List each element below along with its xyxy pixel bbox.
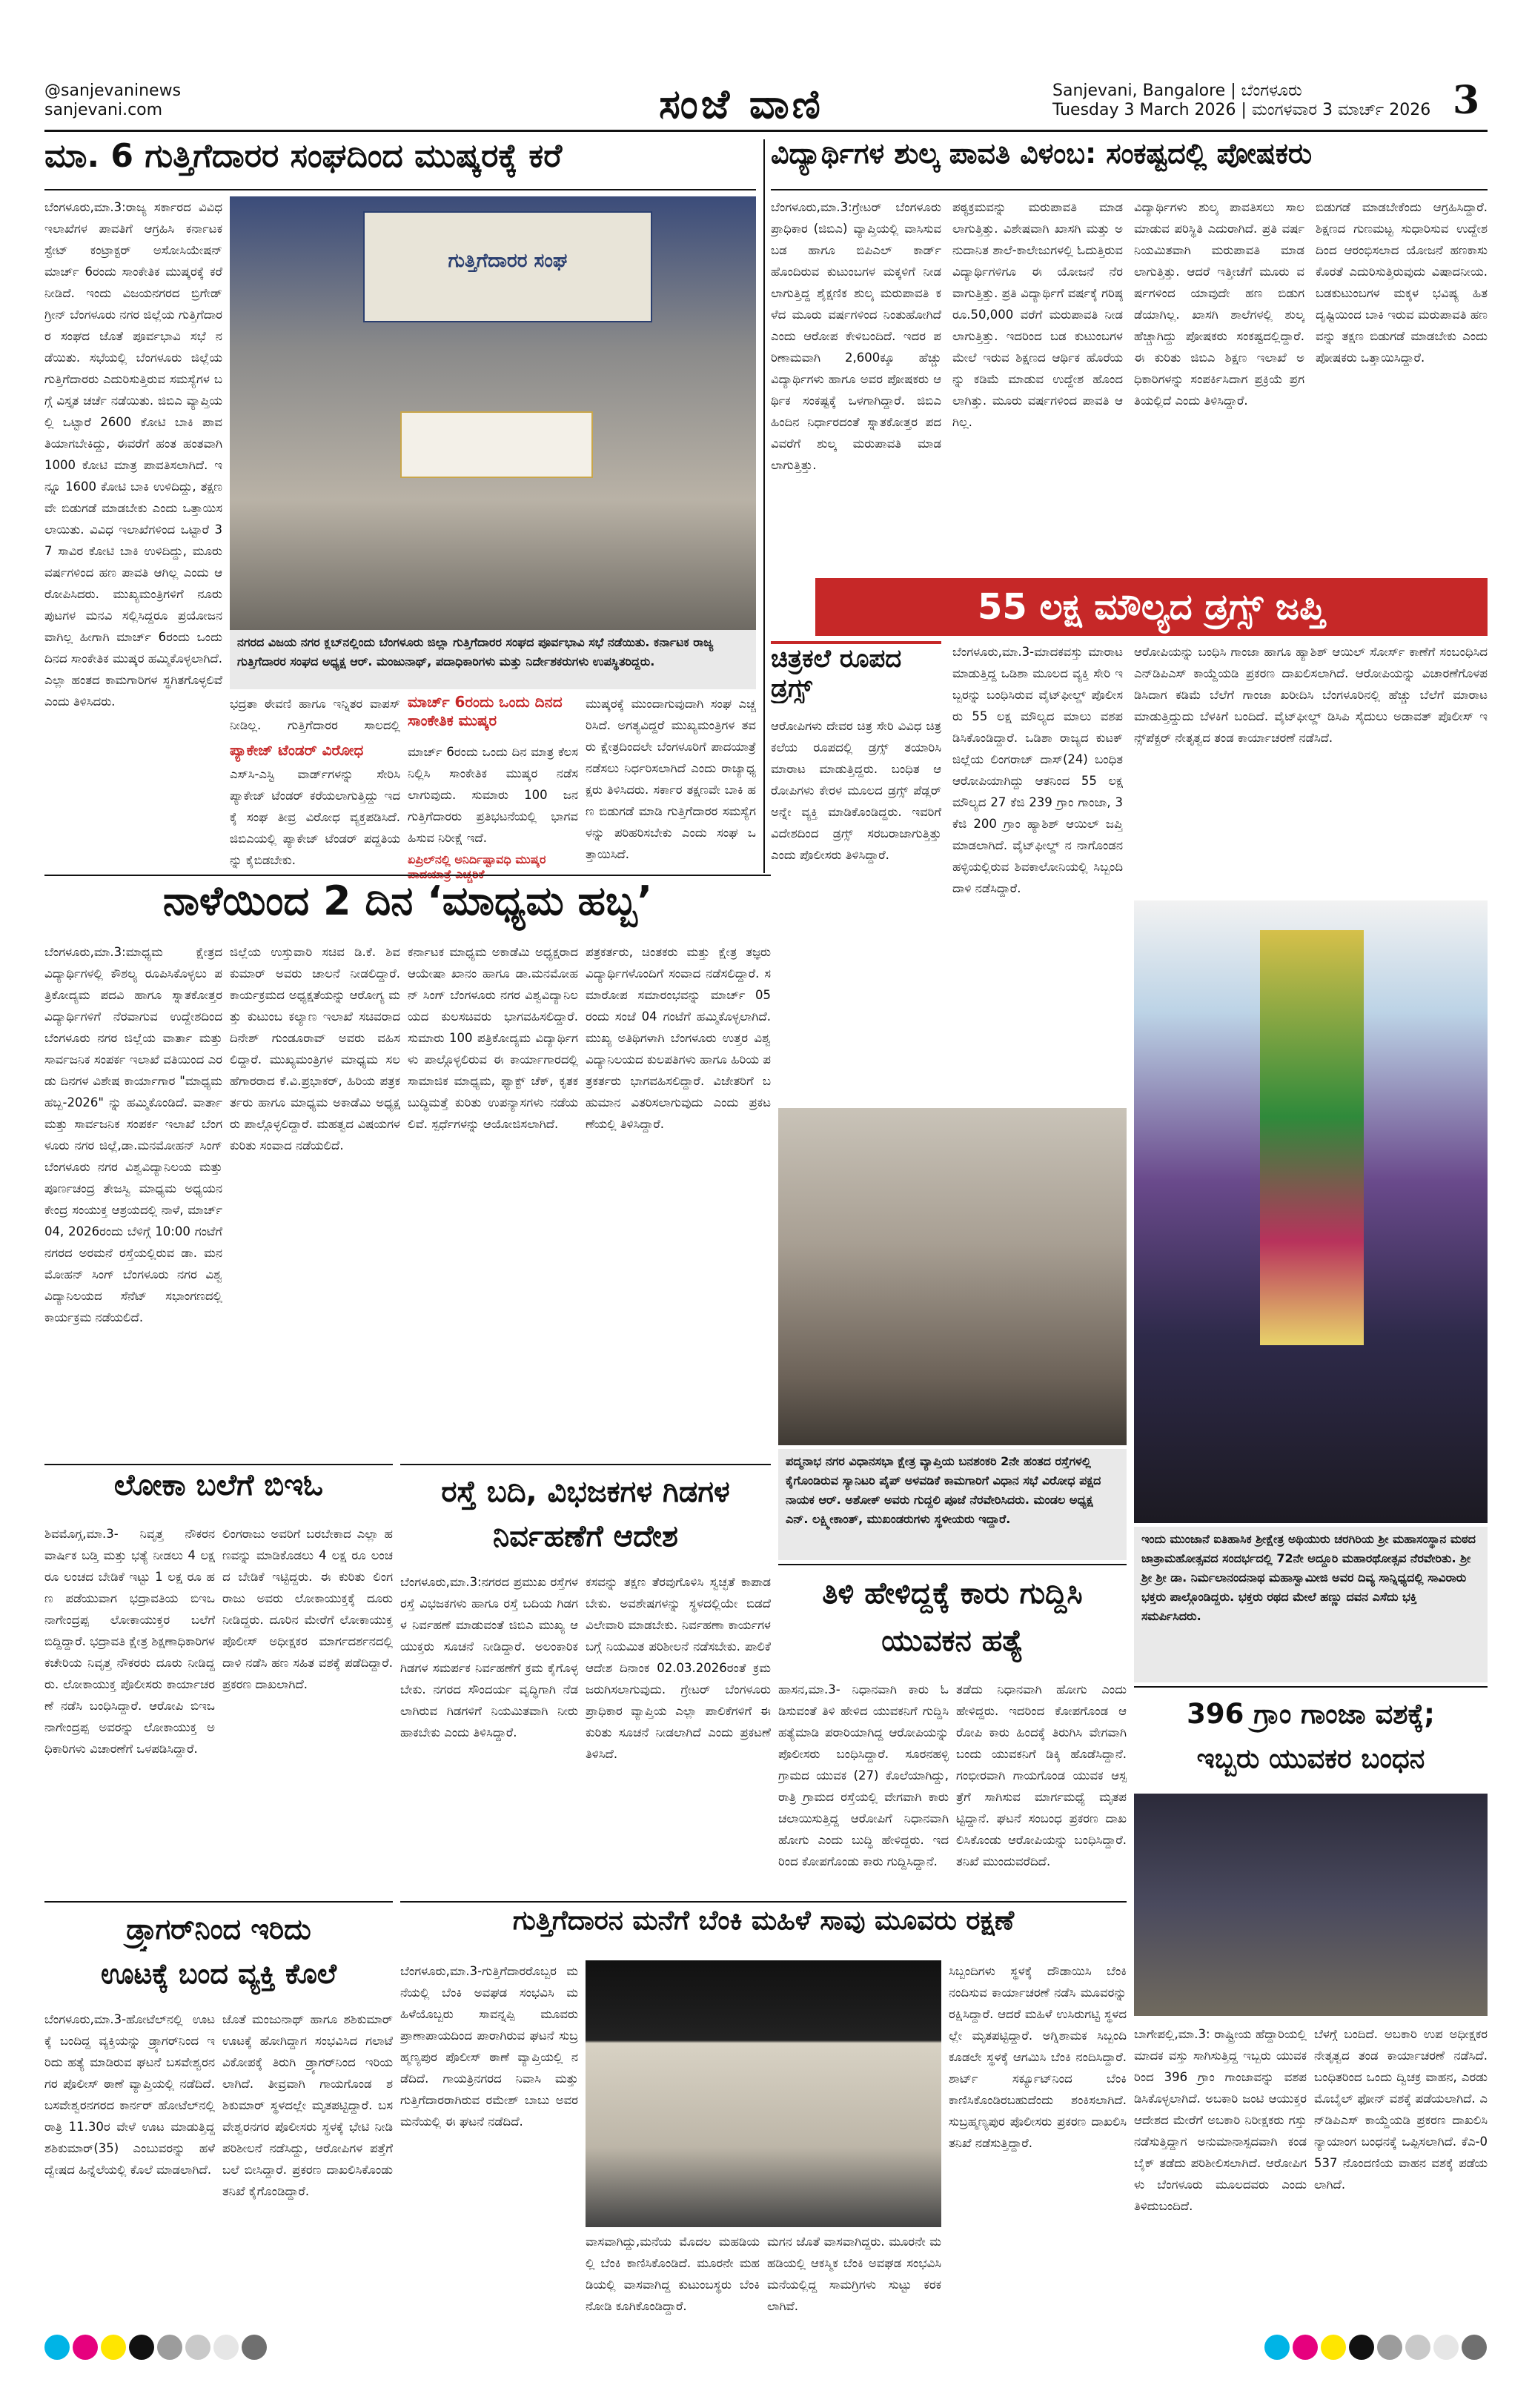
article1-photo (230, 196, 756, 630)
color-swatch (1264, 2335, 1290, 2360)
color-swatch (185, 2335, 210, 2360)
article2-col4: ಬಿಡುಗಡೆ ಮಾಡಬೇಕೆಂದು ಆಗ್ರಹಿಸಿದ್ದಾರೆ. ಶಿಕ್ಷಣದ ಗುಣಮಟ್ಟ ಸುಧಾರಿಸುವ ಉದ್ದೇಶದಿಂದ ಆರಂಭಿಸಲಾದ ಯೋಜನೆ ಹಣಕಾಸು ಕೊರತೆ ಎದುರಿಸುತ್ತಿರುವುದು ವಿಷಾದನೀಯ. ಬಡಕುಟುಂಬಗಳ ಮಕ್ಕಳ ಭವಿಷ್ಯ ಹಿತದೃಷ್ಟಿಯಿಂದ ಬಾಕಿ ಇರುವ ಮರುಪಾವತಿ ಹಣವನ್ನು ತಕ್ಷಣ ಬಿಡುಗಡೆ ಮಾಡಬೇಕು ಎಂದು ಪೋಷಕರು ಒತ್ತಾಯಿಸಿದ್ದಾರೆ. (1316, 200, 1488, 365)
divider (400, 1464, 771, 1465)
article1-headline: ಮಾ. 6 ಗುತ್ತಿಗೆದಾರರ ಸಂಘದಿಂದ ಮುಷ್ಕರಕ್ಕೆ ಕರೆ (44, 139, 563, 175)
article4-col4: ಪತ್ರಕರ್ತರು, ಚಿಂತಕರು ಮತ್ತು ಕ್ಷೇತ್ರ ತಜ್ಞರು ವಿದ್ಯಾರ್ಥಿಗಳೊಂದಿಗೆ ಸಂವಾದ ನಡೆಸಲಿದ್ದಾರೆ. ಸಮಾರೋಪ ಸಮಾರಂಭವನ್ನು ಮಾರ್ಚ್ 05 ರಂದು ಸಂಜೆ 04 ಗಂಟೆಗೆ ಹಮ್ಮಿಕೊಳ್ಳಲಾಗಿದೆ. ಮುಖ್ಯ ಅತಿಥಿಗಳಾಗಿ ಬೆಂಗಳೂರು ಉತ್ತರ ವಿಶ್ವವಿದ್ಯಾನಿಲಯದ ಕುಲಪತಿಗಳು ಹಾಗೂ ಹಿರಿಯ ಪತ್ರಕರ್ತರು ಭಾಗವಹಿಸಲಿದ್ದಾರೆ. ವಿಜೇತರಿಗೆ ಬಹುಮಾನ ವಿತರಿಸಲಾಗುವುದು ಎಂದು ಪ್ರಕಟಣೆಯಲ್ಲಿ ತಿಳಿಸಿದ್ದಾರೆ. (586, 945, 771, 1131)
social-handle: @sanjevaninews (44, 82, 182, 100)
article3-band: 55 ಲಕ್ಷ ಮೌಲ್ಯದ ಡ್ರಗ್ಸ್ ಜಪ್ತಿ (815, 578, 1488, 636)
article2-col3: ವಿದ್ಯಾರ್ಥಿಗಳು ಶುಲ್ಕ ಪಾವತಿಸಲು ಸಾಲ ಮಾಡುವ ಪರಿಸ್ಥಿತಿ ಎದುರಾಗಿದೆ. ಪ್ರತಿ ವರ್ಷ ನಿಯಮಿತವಾಗಿ ಮರುಪಾವತಿ ಮಾಡಲಾಗುತ್ತಿತ್ತು. ಆದರೆ ಇತ್ತೀಚೆಗೆ ಮೂರು ವರ್ಷಗಳಿಂದ ಯಾವುದೇ ಹಣ ಬಿಡುಗಡೆಯಾಗಿಲ್ಲ. ಖಾಸಗಿ ಶಾಲೆಗಳಲ್ಲಿ ಶುಲ್ಕ ಹೆಚ್ಚಾಗಿದ್ದು ಪೋಷಕರು ಸಂಕಷ್ಟದಲ್ಲಿದ್ದಾರೆ. ಈ ಕುರಿತು ಜಿಬಿಎ ಶಿಕ್ಷಣ ಇಲಾಖೆ ಅಧಿಕಾರಿಗಳನ್ನು ಸಂಪರ್ಕಿಸಿದಾಗ ಪ್ರಕ್ರಿಯೆ ಪ್ರಗತಿಯಲ್ಲಿದೆ ಎಂದು ತಿಳಿಸಿದ್ದಾರೆ. (1134, 200, 1304, 408)
article10-photo (1134, 1794, 1488, 2016)
color-swatch (242, 2335, 267, 2360)
article8-headline: ರಸ್ತೆ ಬದಿ, ವಿಭಜಕಗಳ ಗಿಡಗಳ ನಿರ್ವಹಣೆಗೆ ಆದೇಶ (441, 1475, 730, 1553)
article8-headline-box (400, 1470, 771, 1566)
memento-plaque (400, 411, 593, 478)
color-swatch (1293, 2335, 1318, 2360)
article11-headline-line2: ಊಟಕ್ಕೆ ಬಂದ ವ್ಯಕ್ತಿ ಕೊಲೆ (100, 1957, 337, 1990)
article10-headline-box (1134, 1692, 1488, 1788)
article3-col1: ಆರೋಪಿಗಳು ದೇವರ ಚಿತ್ರ ಸೇರಿ ವಿವಿಧ ಚಿತ್ರಕಲೆಯ ರೂಪದಲ್ಲಿ ಡ್ರಗ್ಸ್ ತಯಾರಿಸಿ ಮಾರಾಟ ಮಾಡುತ್ತಿದ್ದರು. ಬಂಧಿತ ಆರೋಪಿಗಳು ಕೇರಳ ಮೂಲದ ಡ್ರಗ್ಸ್ ಪೆಡ್ಲರ್ ಅನ್ನೇ ವ್ಯಕ್ತಿ ಮಾಡಿಕೊಂಡಿದ್ದರು. ಇವರಿಗೆ ವಿದೇಶದಿಂದ ಡ್ರಗ್ಸ್ ಸರಬರಾಜಾಗುತ್ತಿತ್ತು ಎಂದು ಪೊಲೀಸರು ತಿಳಿಸಿದ್ದಾರೆ. (771, 719, 941, 862)
article9-col1: ಹಾಸನ,ಮಾ.3- ನಿಧಾನವಾಗಿ ಕಾರು ಓಡಿಸುವಂತೆ ತಿಳಿ ಹೇಳಿದ ಯುವಕನಿಗೆ ಗುದ್ದಿಸಿ ಹತ್ಯೆಮಾಡಿ ಪರಾರಿಯಾಗಿದ್ದ ಆರೋಪಿಯನ್ನು ಪೊಲೀಸರು ಬಂಧಿಸಿದ್ದಾರೆ. ಸೂರನಹಳ್ಳಿ ಗ್ರಾಮದ ಯುವಕ (27) ಕೊಲೆಯಾಗಿದ್ದು, ರಾತ್ರಿ ಗ್ರಾಮದ ರಸ್ತೆಯಲ್ಲಿ ವೇಗವಾಗಿ ಕಾರು ಚಲಾಯಿಸುತ್ತಿದ್ದ ಆರೋಪಿಗೆ ನಿಧಾನವಾಗಿ ಹೋಗು ಎಂದು ಬುದ್ಧಿ ಹೇಳಿದ್ದರು. ಇದರಿಂದ ಕೋಪಗೊಂಡು ಕಾರು ಗುದ್ದಿಸಿದ್ದಾನೆ. (778, 1682, 949, 1868)
article12-col2: ವಾಸವಾಗಿದ್ದು,ಮನೆಯ ಮೊದಲ ಮಹಡಿಯಲ್ಲಿ ಬೆಂಕಿ ಕಾಣಿಸಿಕೊಂಡಿದೆ. ಮೂರನೇ ಮಹಡಿಯಲ್ಲಿ ವಾಸವಾಗಿದ್ದ ಕುಟುಂಬಸ್ಥರು ಬೆಂಕಿ ನೋಡಿ ಕೂಗಿಕೊಂಡಿದ್ದಾರೆ. (586, 2235, 760, 2313)
article12-photo (586, 1960, 941, 2227)
article11-col2: ಜೊತೆ ಮಂಜುನಾಥ್ ಹಾಗೂ ಶಶಿಕುಮಾರ್ ಊಟಕ್ಕೆ ಹೋಗಿದ್ದಾಗ ಸಂಭವಿಸಿದ ಗಲಾಟೆ ವಿಕೋಪಕ್ಕೆ ತಿರುಗಿ ಡ್ರ್ಯಾಗರ್‌ನಿಂದ ಇರಿಯಲಾಗಿದೆ. ತೀವ್ರವಾಗಿ ಗಾಯಗೊಂಡ ಶಶಿಕುಮಾರ್ ಸ್ಥಳದಲ್ಲೇ ಮೃತಪಟ್ಟಿದ್ದಾರೆ. ಬಸವೇಶ್ವರನಗರ ಪೊಲೀಸರು ಸ್ಥಳಕ್ಕೆ ಭೇಟಿ ನೀಡಿ ಪರಿಶೀಲನೆ ನಡೆಸಿದ್ದು, ಆರೋಪಿಗಳ ಪತ್ತೆಗೆ ಬಲೆ ಬೀಸಿದ್ದಾರೆ. ಪ್ರಕರಣ ದಾಖಲಿಸಿಕೊಂಡು ತನಿಖೆ ಕೈಗೊಂಡಿದ್ದಾರೆ. (222, 2012, 393, 2198)
city: ಬೆಂಗಳೂರು (1241, 82, 1302, 100)
article1-col1: ಬೆಂಗಳೂರು,ಮಾ.3:ರಾಜ್ಯ ಸರ್ಕಾರದ ವಿವಿಧ ಇಲಾಖೆಗಳ ಪಾವತಿಗೆ ಆಗ್ರಹಿಸಿ ಕರ್ನಾಟಕ ಸ್ಟೇಟ್ ಕಂಟ್ರಾಕ್ಟರ್ ಅಸೋಸಿಯೇಷನ್ ಮಾರ್ಚ್ 6ರಂದು ಸಾಂಕೇತಿಕ ಮುಷ್ಕರಕ್ಕೆ ಕರೆ ನೀಡಿದೆ. ಇಂದು ವಿಜಯನಗರದ ಬ್ರಿಗೇಡ್ ಗ್ರೀನ್ ಬೆಂಗಳೂರು ನಗರ ಜಿಲ್ಲೆಯ ಗುತ್ತಿಗೆದಾರರ ಸಂಘದ ಜೊತೆ ಪೂರ್ವಭಾವಿ ಸಭೆ ನಡೆಯಿತು. ಸಭೆಯಲ್ಲಿ ಬೆಂಗಳೂರು ಜಿಲ್ಲೆಯ ಗುತ್ತಿಗೆದಾರರು ಎದುರಿಸುತ್ತಿರುವ ಸಮಸ್ಯೆಗಳ ಬಗ್ಗೆ ವಿಸ್ತೃತ ಚರ್ಚೆ ನಡೆಯಿತು. ಜಿಬಿಎ ವ್ಯಾಪ್ತಿಯಲ್ಲಿ ಒಟ್ಟಾರೆ 2600 ಕೋಟಿ ಬಾಕಿ ಪಾವತಿಯಾಗಬೇಕಿದ್ದು, ಈವರೆಗೆ ಹಂತ ಹಂತವಾಗಿ 1000 ಕೋಟಿ ಮಾತ್ರ ಪಾವತಿಸಲಾಗಿದೆ. ಇನ್ನೂ 1600 ಕೋಟಿ ಬಾಕಿ ಉಳಿದಿದ್ದು, ತಕ್ಷಣವೇ ಬಿಡುಗಡೆ ಮಾಡಬೇಕು ಎಂದು ಒತ್ತಾಯಿಸಲಾಯಿತು. ವಿವಿಧ ಇಲಾಖೆಗಳಿಂದ ಒಟ್ಟಾರೆ 37 ಸಾವಿರ ಕೋಟಿ ಬಾಕಿ ಉಳಿದಿದ್ದು, ಮೂರು ವರ್ಷಗಳಿಂದ ಹಣ ಪಾವತಿ ಆಗಿಲ್ಲ ಎಂದು ಆರೋಪಿಸಿದರು. ಮುಖ್ಯಮಂತ್ರಿಗಳಿಗೆ ನೂರು ಪುಟಗಳ ಮನವಿ ಸಲ್ಲಿಸಿದ್ದರೂ ಪ್ರಯೋಜನವಾಗಿಲ್ಲ ಹೀಗಾಗಿ ಮಾರ್ಚ್ 6ರಂದು ಒಂದು ದಿನದ ಸಾಂಕೇತಿಕ ಮುಷ್ಕರ ಹಮ್ಮಿಕೊಳ್ಳಲಾಗಿದೆ. ಎಲ್ಲಾ ಹಂತದ ಕಾಮಗಾರಿಗಳ ಸ್ಥಗಿತಗೊಳ್ಳಲಿವೆ ಎಂದು ತಿಳಿಸಿದರು. (44, 200, 222, 709)
edition: Sanjevani, Bangalore | (1052, 82, 1236, 100)
article4-headline: ನಾಳೆಯಿಂದ 2 ದಿನ ‘ಮಾಧ್ಯಮ ಹಬ್ಬ’ (162, 880, 653, 924)
color-swatch (44, 2335, 70, 2360)
divider (44, 189, 756, 190)
color-bar-left (44, 2335, 341, 2364)
article1-col5: ಮುಷ್ಕರಕ್ಕೆ ಮುಂದಾಗುವುದಾಗಿ ಸಂಘ ಎಚ್ಚರಿಸಿದೆ. ಅಗತ್ಯವಿದ್ದರೆ ಮುಖ್ಯಮಂತ್ರಿಗಳ ತವರು ಕ್ಷೇತ್ರದಿಂದಲೇ ಬೆಂಗಳೂರಿಗೆ ಪಾದಯಾತ್ರೆ ನಡೆಸಲು ನಿರ್ಧರಿಸಲಾಗಿದೆ ಎಂದು ರಾಜ್ಯಾಧ್ಯಕ್ಷರು ತಿಳಿಸಿದರು. ಸರ್ಕಾರ ತಕ್ಷಣವೇ ಬಾಕಿ ಹಣ ಬಿಡುಗಡೆ ಮಾಡಿ ಗುತ್ತಿಗೆದಾರರ ಸಮಸ್ಯೆಗಳನ್ನು ಪರಿಹರಿಸಬೇಕು ಎಂದು ಸಂಘ ಒತ್ತಾಯಿಸಿದೆ. (586, 697, 756, 861)
color-swatch (1377, 2335, 1402, 2360)
newspaper-logo (534, 74, 949, 133)
color-swatch (213, 2335, 239, 2360)
column-rule (763, 139, 765, 873)
article10-headline-line2: ಇಬ್ಬರು ಯುವಕರ ಬಂಧನ (1196, 1742, 1425, 1774)
color-swatch (1433, 2335, 1459, 2360)
article3-col3: ಆರೋಪಿಯನ್ನು ಬಂಧಿಸಿ ಗಾಂಜಾ ಹಾಗೂ ಹ್ಯಾಶಿಶ್ ಆಯಿಲ್ ಸೋರ್ಸ್ ಕಾಣೆಗೆ ಸಂಬಂಧಿಸಿದ ಎನ್‌ಡಿಪಿಎಸ್ ಕಾಯ್ದೆಯಡಿ ಪ್ರಕರಣ ದಾಖಲಿಸಲಾಗಿದೆ. ಆರೋಪಿಯನ್ನು ವಿಚಾರಣೆಗೊಳಪಡಿಸಿದಾಗ ಕಡಿಮೆ ಬೆಲೆಗೆ ಗಾಂಜಾ ಖರೀದಿಸಿ ಬೆಂಗಳೂರಿನಲ್ಲಿ ಹೆಚ್ಚು ಬೆಲೆಗೆ ಮಾರಾಟ ಮಾಡುತ್ತಿದ್ದುದು ಬೆಳಕಿಗೆ ಬಂದಿದೆ. ವೈಟ್‌ಫೀಲ್ಡ್ ಡಿಸಿಪಿ ಸೈದುಲು ಅಡಾವತ್ ಪೊಲೀಸ್ ಇನ್ಸ್‌ಪೆಕ್ಟರ್ ನೇತೃತ್ವದ ತಂಡ ಕಾರ್ಯಾಚರಣೆ ನಡೆಸಿದೆ. (1134, 645, 1488, 745)
article7-col2: ಲಿಂಗರಾಜು ಅವರಿಗೆ ಬರಬೇಕಾದ ಎಲ್ಲಾ ಹಣವನ್ನು ಮಾಡಿಕೊಡಲು 4 ಲಕ್ಷ ರೂ ಲಂಚದ ಬೇಡಿಕೆ ಇಟ್ಟಿದ್ದರು. ಈ ಕುರಿತು ಲಿಂಗರಾಜು ಅವರು ಲೋಕಾಯುಕ್ತಕ್ಕೆ ದೂರು ನೀಡಿದ್ದರು. ದೂರಿನ ಮೇರೆಗೆ ಲೋಕಾಯುಕ್ತ ಪೊಲೀಸ್ ಅಧೀಕ್ಷಕರ ಮಾರ್ಗದರ್ಶನದಲ್ಲಿ ದಾಳಿ ನಡೆಸಿ ಹಣ ಸಹಿತ ವಶಕ್ಕೆ ಪಡೆದಿದ್ದಾರೆ. ಪ್ರಕರಣ ದಾಖಲಾಗಿದೆ. (222, 1527, 393, 1691)
article12-headline: ಗುತ್ತಿಗೆದಾರನ ಮನೆಗೆ ಬೆಂಕಿ ಮಹಿಳೆ ಸಾವು ಮೂವರು ರಕ್ಷಣೆ (512, 1907, 1015, 1936)
logo-text: ಸಂಜೆ ವಾಣಿ (659, 79, 823, 127)
article1-caption: ನಗರದ ವಿಜಯ ನಗರ ಕ್ಲಬ್‌ನಲ್ಲಿಂದು ಬೆಂಗಳೂರು ಜಿಲ್ಲಾ ಗುತ್ತಿಗೆದಾರರ ಸಂಘದ ಪೂರ್ವಭಾವಿ ಸಭೆ ನಡೆಯಿತು. ಕರ್ನಾಟಕ ರಾಜ್ಯ ಗುತ್ತಿಗೆದಾರರ ಸಂಘದ ಅಧ್ಯಕ್ಷ ಆರ್. ಮಂಜುನಾಥ್, ಪದಾಧಿಕಾರಿಗಳು ಮತ್ತು ನಿರ್ದೇಶಕರುಗಳು ಉಪಸ್ಥಿತರಿದ್ದರು. (230, 630, 756, 689)
article8-col1: ಬೆಂಗಳೂರು,ಮಾ.3:ನಗರದ ಪ್ರಮುಖ ರಸ್ತೆಗಳ ರಸ್ತೆ ವಿಭಜಕಗಳು ಹಾಗೂ ರಸ್ತೆ ಬದಿಯ ಗಿಡಗಳ ನಿರ್ವಹಣೆ ಮಾಡುವಂತೆ ಜಿಬಿಎ ಮುಖ್ಯ ಆಯುಕ್ತರು ಸೂಚನೆ ನೀಡಿದ್ದಾರೆ. ಅಲಂಕಾರಿಕ ಗಿಡಗಳ ಸಮರ್ಪಕ ನಿರ್ವಹಣೆಗೆ ಕ್ರಮ ಕೈಗೊಳ್ಳಬೇಕು. ನಗರದ ಸೌಂದರ್ಯ ವೃದ್ಧಿಗಾಗಿ ನೆಡಲಾಗಿರುವ ಗಿಡಗಳಿಗೆ ನಿಯಮಿತವಾಗಿ ನೀರು ಹಾಕಬೇಕು ಎಂದು ತಿಳಿಸಿದ್ದಾರೆ. (400, 1575, 578, 1739)
date-kn: ಮಂಗಳವಾರ 3 ಮಾರ್ಚ್ 2026 (1251, 101, 1431, 119)
color-swatch (1462, 2335, 1487, 2360)
article1-subhead1: ಮಾರ್ಚ್ 6ರಂದು ಒಂದು ದಿನದ ಸಾಂಕೇತಿಕ ಮುಷ್ಕರ (408, 693, 563, 729)
article3-kicker: ಚಿತ್ರಕಲೆ ರೂಪದ ಡ್ರಗ್ಸ್ (771, 644, 902, 703)
color-swatch (73, 2335, 98, 2360)
website: sanjevani.com (44, 101, 163, 119)
masthead-left (44, 82, 181, 120)
article1-col3: ಮಾರ್ಚ್ 6ರಂದು ಒಂದು ದಿನ ಮಾತ್ರ ಕೆಲಸ ನಿಲ್ಲಿಸಿ ಸಾಂಕೇತಿಕ ಮುಷ್ಕರ ನಡೆಸಲಾಗುವುದು. ಸುಮಾರು 100 ಜನ ಗುತ್ತಿಗೆದಾರರು ಪ್ರತಿಭಟನೆಯಲ್ಲಿ ಭಾಗವಹಿಸುವ ನಿರೀಕ್ಷೆ ಇದೆ. (408, 745, 578, 845)
article10-headline-line1: 396 ಗ್ರಾಂ ಗಾಂಜಾ ವಶಕ್ಕೆ; (1187, 1698, 1435, 1730)
article3-col2: ಬೆಂಗಳೂರು,ಮಾ.3-ಮಾದಕವಸ್ತು ಮಾರಾಟ ಮಾಡುತ್ತಿದ್ದ ಒಡಿಶಾ ಮೂಲದ ವ್ಯಕ್ತಿ ಸೇರಿ ಇಬ್ಬರನ್ನು ಬಂಧಿಸಿರುವ ವೈಟ್‌ಫೀಲ್ಡ್ ಪೊಲೀಸರು 55 ಲಕ್ಷ ಮೌಲ್ಯದ ಮಾಲು ವಶಪಡಿಸಿಕೊಂಡಿದ್ದಾರೆ. ಒಡಿಶಾ ರಾಜ್ಯದ ಕುಟಕ್ ಜಿಲ್ಲೆಯ ಲಿಂಗರಾಜ್ ದಾಸ್(24) ಬಂಧಿತ ಆರೋಪಿಯಾಗಿದ್ದು ಆತನಿಂದ 55 ಲಕ್ಷ ಮೌಲ್ಯದ 27 ಕೆಜಿ 239 ಗ್ರಾಂ ಗಾಂಜಾ, 3 ಕೆಜಿ 200 ಗ್ರಾಂ ಹ್ಯಾಶಿಶ್ ಆಯಿಲ್ ಜಪ್ತಿ ಮಾಡಲಾಗಿದೆ. ವೈಟ್‌ಫೀಲ್ಡ್ ನ ನಾಗೊಂಡನಹಳ್ಳಿಯಲ್ಲಿರುವ ಶಿವಕಾಲೋನಿಯಲ್ಲಿ ಸಿಬ್ಬಂದಿ ದಾಳಿ ನಡೆಸಿದ್ದಾರೆ. (952, 645, 1123, 895)
color-swatch (1349, 2335, 1374, 2360)
masthead-rule (44, 130, 1488, 132)
article1-col2: ಭದ್ರತಾ ಠೇವಣಿ ಹಾಗೂ ಇನ್ನಿತರ ವಾಪಸ್ ನೀಡಿಲ್ಲ. ಗುತ್ತಿಗೆದಾರರ ಸಾಲದಲ್ಲಿ (230, 697, 400, 732)
divider (1134, 1686, 1488, 1688)
divider (771, 189, 1488, 190)
article5-photo (778, 1108, 1127, 1445)
color-bar-right (1245, 2335, 1490, 2364)
article1-subhead3: ಏಪ್ರಿಲ್‌ನಲ್ಲಿ ಅನಿರ್ದಿಷ್ಟಾವಧಿ ಮುಷ್ಕರ (408, 852, 546, 866)
divider (44, 875, 771, 876)
color-swatch (1405, 2335, 1430, 2360)
article9-headline-box (778, 1570, 1127, 1674)
article12-col1: ಬೆಂಗಳೂರು,ಮಾ.3-ಗುತ್ತಿಗೆದಾರರೊಬ್ಬರ ಮನೆಯಲ್ಲಿ ಬೆಂಕಿ ಅವಘಡ ಸಂಭವಿಸಿ ಮಹಿಳೆಯೊಬ್ಬರು ಸಾವನ್ನಪ್ಪಿ ಮೂವರು ಪ್ರಾಣಾಪಾಯದಿಂದ ಪಾರಾಗಿರುವ ಘಟನೆ ಸುಬ್ರಹ್ಮಣ್ಯಪುರ ಪೊಲೀಸ್ ಠಾಣೆ ವ್ಯಾಪ್ತಿಯಲ್ಲಿ ನಡೆದಿದೆ. ಗಾಯತ್ರಿನಗರದ ನಿವಾಸಿ ಮತ್ತು ಗುತ್ತಿಗೆದಾರರಾಗಿರುವ ರಮೇಶ್ ಬಾಬು ಅವರ ಮನೆಯಲ್ಲಿ ಈ ಘಟನೆ ನಡೆದಿದೆ. (400, 1964, 578, 2129)
article2-col2: ಪಠ್ಯಕ್ರಮವನ್ನು ಮರುಪಾವತಿ ಮಾಡಲಾಗುತ್ತಿತ್ತು. ವಿಶೇಷವಾಗಿ ಖಾಸಗಿ ಮತ್ತು ಅನುದಾನಿತ ಶಾಲೆ-ಕಾಲೇಜುಗಳಲ್ಲಿ ಓದುತ್ತಿರುವ ವಿದ್ಯಾರ್ಥಿಗಳಿಗೂ ಈ ಯೋಜನೆ ನೆರವಾಗುತ್ತಿತ್ತು. ಪ್ರತಿ ವಿದ್ಯಾರ್ಥಿಗೆ ವರ್ಷಕ್ಕೆ ಗರಿಷ್ಠ ರೂ.50,000 ವರೆಗೆ ಮರುಪಾವತಿ ನೀಡಲಾಗುತ್ತಿತ್ತು. ಇದರಿಂದ ಬಡ ಕುಟುಂಬಗಳ ಮೇಲೆ ಇರುವ ಶಿಕ್ಷಣದ ಆರ್ಥಿಕ ಹೊರೆಯನ್ನು ಕಡಿಮೆ ಮಾಡುವ ಉದ್ದೇಶ ಹೊಂದಲಾಗಿತ್ತು. ಮೂರು ವರ್ಷಗಳಿಂದ ಪಾವತಿ ಆಗಿಲ್ಲ. (952, 200, 1123, 429)
article4-col2: ಜಿಲ್ಲೆಯ ಉಸ್ತುವಾರಿ ಸಚಿವ ಡಿ.ಕೆ. ಶಿವಕುಮಾರ್ ಅವರು ಚಾಲನೆ ನೀಡಲಿದ್ದಾರೆ. ಕಾರ್ಯಕ್ರಮದ ಅಧ್ಯಕ್ಷತೆಯನ್ನು ಆರೋಗ್ಯ ಮತ್ತು ಕುಟುಂಬ ಕಲ್ಯಾಣ ಇಲಾಖೆ ಸಚಿವರಾದ ದಿನೇಶ್ ಗುಂಡೂರಾವ್ ಅವರು ವಹಿಸಲಿದ್ದಾರೆ. ಮುಖ್ಯಮಂತ್ರಿಗಳ ಮಾಧ್ಯಮ ಸಲಹೆಗಾರರಾದ ಕೆ.ವಿ.ಪ್ರಭಾಕರ್, ಹಿರಿಯ ಪತ್ರಕರ್ತರು ಹಾಗೂ ಮಾಧ್ಯಮ ಅಕಾಡೆಮಿ ಅಧ್ಯಕ್ಷರು ಪಾಲ್ಗೊಳ್ಳಲಿದ್ದಾರೆ. ಮಹತ್ವದ ವಿಷಯಗಳ ಕುರಿತು ಸಂವಾದ ನಡೆಯಲಿದೆ. (230, 945, 400, 1152)
page-number: 3 (1453, 78, 1480, 123)
article4-col1: ಬೆಂಗಳೂರು,ಮಾ.3:ಮಾಧ್ಯಮ ಕ್ಷೇತ್ರದ ವಿದ್ಯಾರ್ಥಿಗಳಲ್ಲಿ ಕೌಶಲ್ಯ ರೂಪಿಸಿಕೊಳ್ಳಲು ಪತ್ರಿಕೋದ್ಯಮ ಪದವಿ ಹಾಗೂ ಸ್ನಾತಕೋತ್ತರ ವಿದ್ಯಾರ್ಥಿಗಳಿಗೆ ನೆರವಾಗುವ ಉದ್ದೇಶದಿಂದ ಬೆಂಗಳೂರು ನಗರ ಜಿಲ್ಲೆಯ ವಾರ್ತಾ ಮತ್ತು ಸಾರ್ವಜನಿಕ ಸಂಪರ್ಕ ಇಲಾಖೆ ವತಿಯಿಂದ ಎರಡು ದಿನಗಳ ವಿಶೇಷ ಕಾರ್ಯಾಗಾರ "ಮಾಧ್ಯಮ ಹಬ್ಬ-2026" ನ್ನು ಹಮ್ಮಿಕೊಂಡಿದೆ. ವಾರ್ತಾ ಮತ್ತು ಸಾರ್ವಜನಿಕ ಸಂಪರ್ಕ ಇಲಾಖೆ ಬೆಂಗಳೂರು ನಗರ ಜಿಲ್ಲೆ,ಡಾ.ಮನಮೋಹನ್ ಸಿಂಗ್ ಬೆಂಗಳೂರು ನಗರ ವಿಶ್ವವಿದ್ಯಾನಿಲಯ ಮತ್ತು ಪೂರ್ಣಚಂದ್ರ ತೇಜಸ್ವಿ ಮಾಧ್ಯಮ ಅಧ್ಯಯನ ಕೇಂದ್ರ ಸಂಯುಕ್ತ ಆಶ್ರಯದಲ್ಲಿ ನಾಳೆ, ಮಾರ್ಚ್ 04, 2026ರಂದು ಬೆಳಿಗ್ಗೆ 10:00 ಗಂಟೆಗೆ ನಗರದ ಅರಮನೆ ರಸ್ತೆಯಲ್ಲಿರುವ ಡಾ. ಮನಮೋಹನ್ ಸಿಂಗ್ ಬೆಂಗಳೂರು ನಗರ ವಿಶ್ವವಿದ್ಯಾನಿಲಯದ ಸೆನೆಟ್ ಸಭಾಂಗಣದಲ್ಲಿ ಕಾರ್ಯಕ್ರಮ ನಡೆಯಲಿದೆ. (44, 945, 222, 1324)
article9-col2: ತಡೆದು ನಿಧಾನವಾಗಿ ಹೋಗು ಎಂದು ಹೇಳಿದ್ದರು. ಇದರಿಂದ ಕೋಪಗೊಂಡ ಆರೋಪಿ ಕಾರು ಹಿಂದಕ್ಕೆ ತಿರುಗಿಸಿ ವೇಗವಾಗಿ ಬಂದು ಯುವಕನಿಗೆ ಡಿಕ್ಕಿ ಹೊಡೆಸಿದ್ದಾನೆ. ಗಂಭೀರವಾಗಿ ಗಾಯಗೊಂಡ ಯುವಕ ಆಸ್ಪತ್ರೆಗೆ ಸಾಗಿಸುವ ಮಾರ್ಗಮಧ್ಯೆ ಮೃತಪಟ್ಟಿದ್ದಾನೆ. ಘಟನೆ ಸಂಬಂಧ ಪ್ರಕರಣ ದಾಖಲಿಸಿಕೊಂಡು ಆರೋಪಿಯನ್ನು ಬಂಧಿಸಿದ್ದಾರೆ. ತನಿಖೆ ಮುಂದುವರೆದಿದೆ. (956, 1682, 1127, 1868)
article7-headline: ಲೋಕಾ ಬಲೆಗೆ ಬಿಇಓ (113, 1470, 324, 1502)
article11-headline-line1: ಡ್ರ್ಯಾಗರ್‌ನಿಂದ ಇರಿದು (126, 1913, 311, 1946)
article6-caption: ಇಂದು ಮುಂಜಾನೆ ಐತಿಹಾಸಿಕ ಶ್ರೀಕ್ಷೇತ್ರ ಅಥಿಯುರು ಚರಗಿರಿಯ ಶ್ರೀ ಮಹಾಸಂಸ್ಥಾನ ಮಠದ ಜಾತ್ರಾಮಹೋತ್ಸವದ ಸಂದರ್ಭದಲ್ಲಿ 72ನೇ ಅದ್ದೂರಿ ಮಹಾರಥೋತ್ಸವ ನೆರವೇರಿತು. ಶ್ರೀ ಶ್ರೀ ಶ್ರೀ ಡಾ. ನಿರ್ಮಲಾನಂದನಾಥ ಮಹಾಸ್ವಾಮೀಜಿ ಅವರ ದಿವ್ಯ ಸಾನ್ನಿಧ್ಯದಲ್ಲಿ ಸಾವಿರಾರು ಭಕ್ತರು ಪಾಲ್ಗೊಂಡಿದ್ದರು. ಭಕ್ತರು ರಥದ ಮೇಲೆ ಹಣ್ಣು ದವನ ಎಸೆದು ಭಕ್ತಿ ಸಮರ್ಪಿಸಿದರು. (1134, 1527, 1488, 1682)
article6-photo (1134, 900, 1488, 1523)
stage-banner-text: ಗುತ್ತಿಗೆದಾರರ ಸಂಘ (448, 250, 568, 272)
color-swatch (101, 2335, 126, 2360)
article1-subhead2: ಪ್ಯಾಕೇಜ್ ಟೆಂಡರ್ ವಿರೋಧ (230, 741, 364, 759)
article11-headline-box (44, 1907, 393, 2003)
article11-col1: ಬೆಂಗಳೂರು,ಮಾ.3-ಹೋಟೆಲ್‌ನಲ್ಲಿ ಊಟಕ್ಕೆ ಬಂದಿದ್ದ ವ್ಯಕ್ತಿಯನ್ನು ಡ್ರ್ಯಾಗರ್‌ನಿಂದ ಇರಿದು ಹತ್ಯೆ ಮಾಡಿರುವ ಘಟನೆ ಬಸವೇಶ್ವರನಗರ ಪೊಲೀಸ್ ಠಾಣೆ ವ್ಯಾಪ್ತಿಯಲ್ಲಿ ನಡೆದಿದೆ. ಬಸವೇಶ್ವರನಗರದ ಕಾರ್ನರ್ ಹೋಟೆಲ್‌ನಲ್ಲಿ ರಾತ್ರಿ 11.30ರ ವೇಳೆ ಊಟ ಮಾಡುತ್ತಿದ್ದ ಶಶಿಕುಮಾರ್(35) ಎಂಬುವರನ್ನು ಹಳೆ ದ್ವೇಷದ ಹಿನ್ನೆಲೆಯಲ್ಲಿ ಕೊಲೆ ಮಾಡಲಾಗಿದೆ. (44, 2012, 215, 2177)
article12-col4: ಸಿಬ್ಬಂದಿಗಳು ಸ್ಥಳಕ್ಕೆ ದೌಡಾಯಿಸಿ ಬೆಂಕಿ ನಂದಿಸುವ ಕಾರ್ಯಾಚರಣೆ ನಡೆಸಿ ಮೂವರನ್ನು ರಕ್ಷಿಸಿದ್ದಾರೆ. ಆದರೆ ಮಹಿಳೆ ಉಸಿರುಗಟ್ಟಿ ಸ್ಥಳದಲ್ಲೇ ಮೃತಪಟ್ಟಿದ್ದಾರೆ. ಅಗ್ನಿಶಾಮಕ ಸಿಬ್ಬಂದಿ ಕೂಡಲೇ ಸ್ಥಳಕ್ಕೆ ಆಗಮಿಸಿ ಬೆಂಕಿ ನಂದಿಸಿದ್ದಾರೆ. ಶಾರ್ಟ್ ಸರ್ಕ್ಯೂಟ್‌ನಿಂದ ಬೆಂಕಿ ಕಾಣಿಸಿಕೊಂಡಿರಬಹುದೆಂದು ಶಂಕಿಸಲಾಗಿದೆ. ಸುಬ್ರಹ್ಮಣ್ಯಪುರ ಪೊಲೀಸರು ಪ್ರಕರಣ ದಾಖಲಿಸಿ ತನಿಖೆ ನಡೆಸುತ್ತಿದ್ದಾರೆ. (949, 1964, 1127, 2150)
color-swatch (129, 2335, 154, 2360)
article10-col1: ಬಾಗೇಪಲ್ಲಿ,ಮಾ.3: ರಾಷ್ಟ್ರೀಯ ಹೆದ್ದಾರಿಯಲ್ಲಿ ಮಾದಕ ವಸ್ತು ಸಾಗಿಸುತ್ತಿದ್ದ ಇಬ್ಬರು ಯುವಕರಿಂದ 396 ಗ್ರಾಂ ಗಾಂಜಾವನ್ನು ವಶಪಡಿಸಿಕೊಳ್ಳಲಾಗಿದೆ. ಅಬಕಾರಿ ಜಂಟಿ ಆಯುಕ್ತರ ಆದೇಶದ ಮೇರೆಗೆ ಅಬಕಾರಿ ನಿರೀಕ್ಷಕರು ಗಸ್ತು ನಡೆಸುತ್ತಿದ್ದಾಗ ಅನುಮಾನಾಸ್ಪದವಾಗಿ ಕಂಡ ಬೈಕ್ ತಡೆದು ಪರಿಶೀಲಿಸಲಾಗಿದೆ. ಆರೋಪಿಗಳು ಬೆಂಗಳೂರು ಮೂಲದವರು ಎಂದು ತಿಳಿದುಬಂದಿದೆ. (1134, 2027, 1307, 2213)
color-swatch (157, 2335, 182, 2360)
masthead-right (1052, 82, 1430, 120)
article1-col4: ಎಸ್‌ಸಿ-ಎಸ್ಟಿ ವಾರ್ಡ್‌ಗಳನ್ನು ಸೇರಿಸಿ ಪ್ಯಾಕೇಜ್ ಟೆಂಡರ್ ಕರೆಯಲಾಗುತ್ತಿದ್ದು ಇದಕ್ಕೆ ಸಂಘ ತೀವ್ರ ವಿರೋಧ ವ್ಯಕ್ತಪಡಿಸಿದೆ. ಜಿಬಿಎಯಲ್ಲಿ ಪ್ಯಾಕೇಜ್ ಟೆಂಡರ್ ಪದ್ದತಿಯನ್ನು ಕೈಬಿಡಬೇಕು. (230, 767, 400, 867)
divider (400, 1901, 1127, 1903)
chariot (1260, 930, 1364, 1345)
stage-banner (363, 211, 652, 322)
date-en: Tuesday 3 March 2026 | (1052, 101, 1247, 119)
article3-kicker-box (771, 641, 941, 708)
divider (778, 1564, 1127, 1565)
divider (44, 1901, 393, 1903)
article10-col2: ಬೆಳಗ್ಗೆ ಬಂದಿದೆ. ಅಬಕಾರಿ ಉಪ ಅಧೀಕ್ಷಕರ ನೇತೃತ್ವದ ತಂಡ ಕಾರ್ಯಾಚರಣೆ ನಡೆಸಿದೆ. ಬಂಧಿತರಿಂದ ಒಂದು ದ್ವಿಚಕ್ರ ವಾಹನ, ಎರಡು ಮೊಬೈಲ್ ಫೋನ್ ವಶಕ್ಕೆ ಪಡೆಯಲಾಗಿದೆ. ಎನ್‌ಡಿಪಿಎಸ್ ಕಾಯ್ದೆಯಡಿ ಪ್ರಕರಣ ದಾಖಲಿಸಿ ನ್ಯಾಯಾಂಗ ಬಂಧನಕ್ಕೆ ಒಪ್ಪಿಸಲಾಗಿದೆ. ಕೆಎ-0537 ನೊಂದಣಿಯ ವಾಹನ ವಶಕ್ಕೆ ಪಡೆಯಲಾಗಿದೆ. (1314, 2027, 1488, 2192)
article8-col2: ಕಸವನ್ನು ತಕ್ಷಣ ತೆರವುಗೊಳಿಸಿ ಸ್ವಚ್ಛತೆ ಕಾಪಾಡಬೇಕು. ಅವಶೇಷಗಳನ್ನು ಸ್ಥಳದಲ್ಲಿಯೇ ಬಿಡದೆ ವಿಲೇವಾರಿ ಮಾಡಬೇಕು. ನಿರ್ವಹಣಾ ಕಾರ್ಯಗಳ ಬಗ್ಗೆ ನಿಯಮಿತ ಪರಿಶೀಲನೆ ನಡೆಸಬೇಕು. ಪಾಲಿಕೆ ಆದೇಶ ದಿನಾಂಕ 02.03.2026ರಂತೆ ಕ್ರಮ ಜರುಗಿಸಲಾಗುವುದು. ಗ್ರೇಟರ್ ಬೆಂಗಳೂರು ಪ್ರಾಧಿಕಾರ ವ್ಯಾಪ್ತಿಯ ಎಲ್ಲಾ ಪಾಲಿಕೆಗಳಿಗೆ ಈ ಕುರಿತು ಸೂಚನೆ ನೀಡಲಾಗಿದೆ ಎಂದು ಪ್ರಕಟಣೆ ತಿಳಿಸಿದೆ. (586, 1575, 771, 1761)
divider (44, 1464, 393, 1465)
color-swatch (1321, 2335, 1346, 2360)
article5-caption: ಪದ್ಮನಾಭ ನಗರ ವಿಧಾನಸಭಾ ಕ್ಷೇತ್ರ ವ್ಯಾಪ್ತಿಯ ಬನಶಂಕರಿ 2ನೇ ಹಂತದ ರಸ್ತೆಗಳಲ್ಲಿ ಕೈಗೊಂಡಿರುವ ಸ್ಯಾನಿಟರಿ ಪೈಪ್ ಅಳವಡಿಕೆ ಕಾಮಗಾರಿಗೆ ವಿಧಾನ ಸಭೆ ವಿರೋಧ ಪಕ್ಷದ ನಾಯಕ ಆರ್. ಅಶೋಕ್ ಅವರು ಗುದ್ದಲಿ ಪೂಜೆ ನೆರವೇರಿಸಿದರು. ಮಂಡಲ ಅಧ್ಯಕ್ಷ ಎನ್. ಲಕ್ಷ್ಮೀಕಾಂತ್, ಮುಖಂಡರುಗಳು ಸ್ಥಳೀಯರು ಇದ್ದಾರೆ. (778, 1449, 1127, 1560)
article7-col1: ಶಿವಮೊಗ್ಗ,ಮಾ.3- ನಿವೃತ್ತ ನೌಕರನ ವಾರ್ಷಿಕ ಬಡ್ತಿ ಮತ್ತು ಭತ್ಯೆ ನೀಡಲು 4 ಲಕ್ಷ ರೂ ಲಂಚದ ಬೇಡಿಕೆ ಇಟ್ಟು 1 ಲಕ್ಷ ರೂ ಹಣ ಪಡೆಯುವಾಗ ಭದ್ರಾವತಿಯ ಬಿಇಒ ನಾಗೇಂದ್ರಪ್ಪ ಲೋಕಾಯುಕ್ತರ ಬಲೆಗೆ ಬಿದ್ದಿದ್ದಾರೆ. ಭದ್ರಾವತಿ ಕ್ಷೇತ್ರ ಶಿಕ್ಷಣಾಧಿಕಾರಿಗಳ ಕಚೇರಿಯ ನಿವೃತ್ತ ನೌಕರರು ದೂರು ನೀಡಿದ್ದರು. ಲೋಕಾಯುಕ್ತ ಪೊಲೀಸರು ಕಾರ್ಯಾಚರಣೆ ನಡೆಸಿ ಬಂಧಿಸಿದ್ದಾರೆ. ಆರೋಪಿ ಬಿಇಒ ನಾಗೇಂದ್ರಪ್ಪ ಅವರನ್ನು ಲೋಕಾಯುಕ್ತ ಅಧಿಕಾರಿಗಳು ವಿಚಾರಣೆಗೆ ಒಳಪಡಿಸಿದ್ದಾರೆ. (44, 1527, 215, 1756)
article4-col3: ಕರ್ನಾಟಕ ಮಾಧ್ಯಮ ಅಕಾಡೆಮಿ ಅಧ್ಯಕ್ಷರಾದ ಆಯೇಷಾ ಖಾನಂ ಹಾಗೂ ಡಾ.ಮನಮೋಹನ್ ಸಿಂಗ್ ಬೆಂಗಳೂರು ನಗರ ವಿಶ್ವವಿದ್ಯಾನಿಲಯದ ಕುಲಸಚಿವರು ಭಾಗವಹಿಸಲಿದ್ದಾರೆ. ಸುಮಾರು 100 ಪತ್ರಿಕೋದ್ಯಮ ವಿದ್ಯಾರ್ಥಿಗಳು ಪಾಲ್ಗೊಳ್ಳಲಿರುವ ಈ ಕಾರ್ಯಾಗಾರದಲ್ಲಿ ಸಾಮಾಜಿಕ ಮಾಧ್ಯಮ, ಫ್ಯಾಕ್ಟ್ ಚೆಕ್, ಕೃತಕ ಬುದ್ಧಿಮತ್ತೆ ಕುರಿತು ಉಪನ್ಯಾಸಗಳು ನಡೆಯಲಿವೆ. ಸ್ಪರ್ಧೆಗಳನ್ನು ಆಯೋಜಿಸಲಾಗಿದೆ. (408, 945, 578, 1131)
article2-headline: ವಿದ್ಯಾರ್ಥಿಗಳ ಶುಲ್ಕ ಪಾವತಿ ವಿಳಂಬ: ಸಂಕಷ್ಟದಲ್ಲಿ ಪೋಷಕರು (771, 139, 1313, 170)
article9-headline: ತಿಳಿ ಹೇಳಿದ್ದಕ್ಕೆ ಕಾರು ಗುದ್ದಿಸಿ ಯುವಕನ ಹತ್ಯೆ (822, 1576, 1083, 1658)
article12-col3: ಮಗನ ಜೊತೆ ವಾಸವಾಗಿದ್ದರು. ಮೂರನೇ ಮಹಡಿಯಲ್ಲಿ ಆಕಸ್ಮಿಕ ಬೆಂಕಿ ಅವಘಡ ಸಂಭವಿಸಿ ಮನೆಯಲ್ಲಿದ್ದ ಸಾಮಗ್ರಿಗಳು ಸುಟ್ಟು ಕರಕಲಾಗಿವೆ. (767, 2235, 941, 2313)
article2-col1: ಬೆಂಗಳೂರು,ಮಾ.3:ಗ್ರೇಟರ್ ಬೆಂಗಳೂರು ಪ್ರಾಧಿಕಾರ (ಜಿಬಿಎ) ವ್ಯಾಪ್ತಿಯಲ್ಲಿ ವಾಸಿಸುವ ಬಡ ಹಾಗೂ ಬಿಪಿಎಲ್ ಕಾರ್ಡ್ ಹೊಂದಿರುವ ಕುಟುಂಬಗಳ ಮಕ್ಕಳಿಗೆ ನೀಡಲಾಗುತ್ತಿದ್ದ ಶೈಕ್ಷಣಿಕ ಶುಲ್ಕ ಮರುಪಾವತಿ ಕಳೆದ ಮೂರು ವರ್ಷಗಳಿಂದ ನಿಂತುಹೋಗಿದೆ ಎಂದು ಆರೋಪ ಕೇಳಿಬಂದಿದೆ. ಇದರ ಪರಿಣಾಮವಾಗಿ 2,600ಕ್ಕೂ ಹೆಚ್ಚು ವಿದ್ಯಾರ್ಥಿಗಳು ಹಾಗೂ ಅವರ ಪೋಷಕರು ಆರ್ಥಿಕ ಸಂಕಷ್ಟಕ್ಕೆ ಒಳಗಾಗಿದ್ದಾರೆ. ಜಿಬಿಎ ಹಿಂದಿನ ನಿರ್ಧಾರದಂತೆ ಸ್ನಾತಕೋತ್ತರ ಪದವಿವರೆಗೆ ಶುಲ್ಕ ಮರುಪಾವತಿ ಮಾಡಲಾಗುತ್ತಿತ್ತು. (771, 200, 941, 472)
